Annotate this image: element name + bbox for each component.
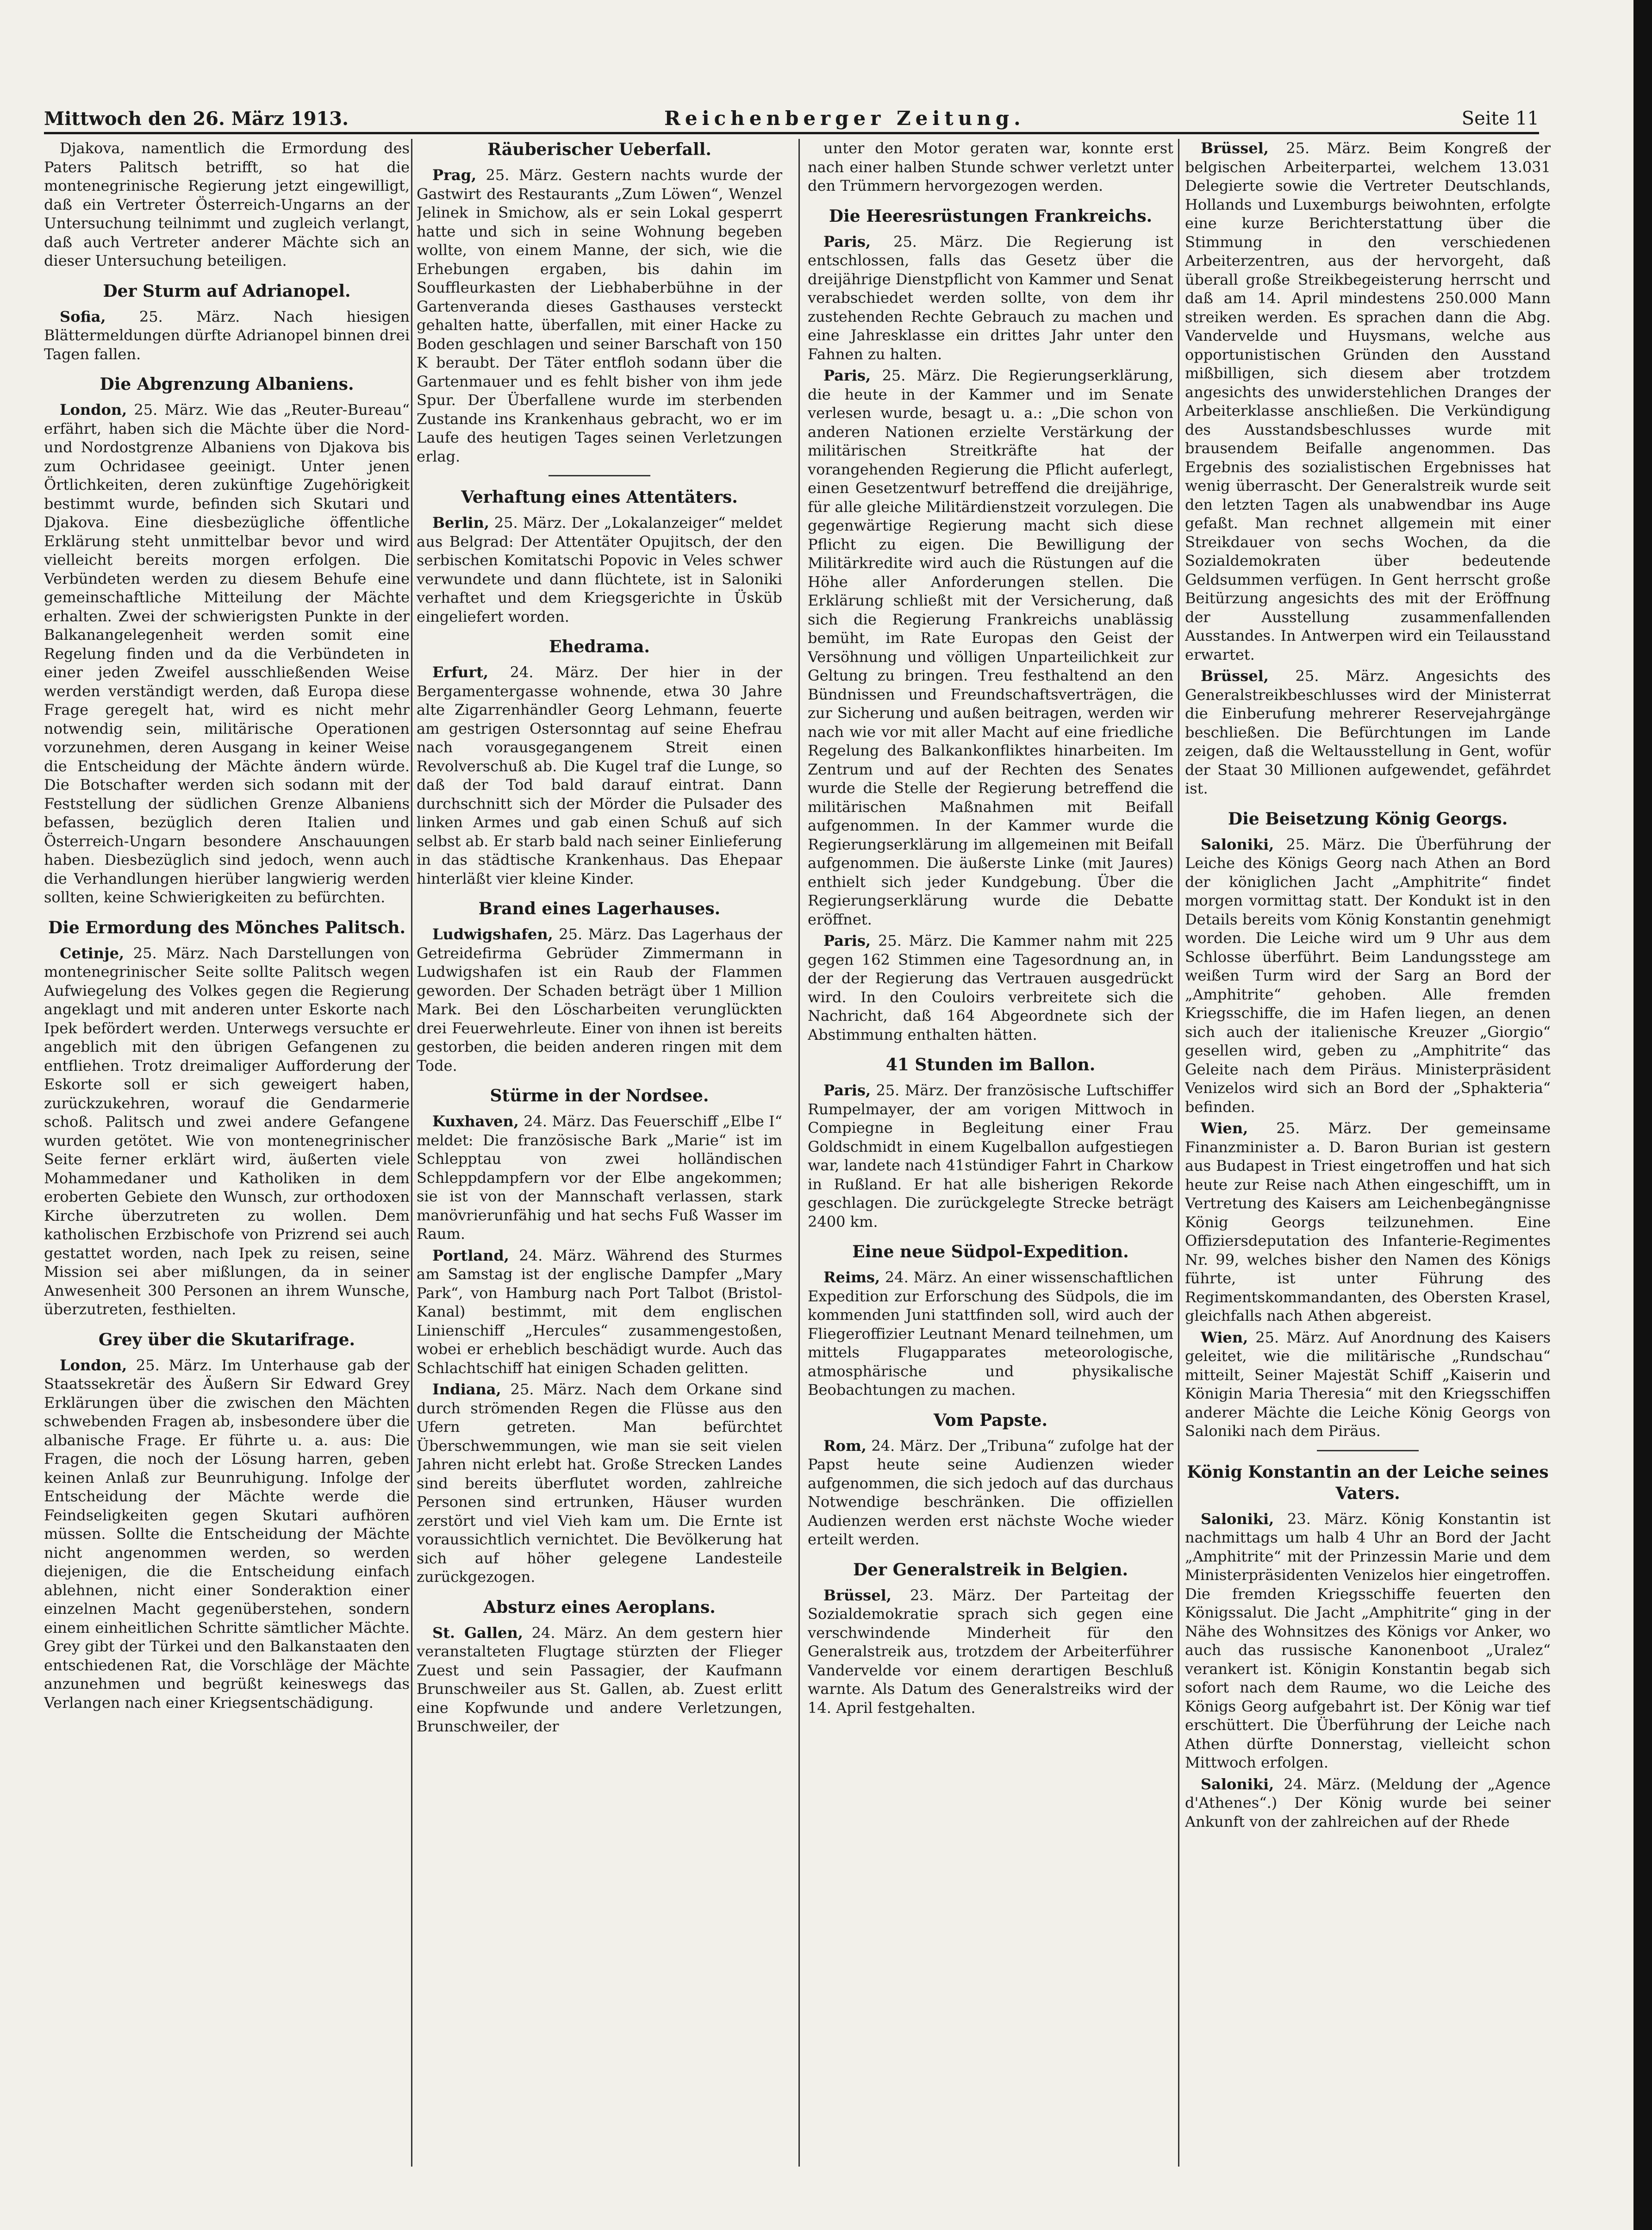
dateline: Berlin, [432, 514, 489, 531]
article [44, 307, 410, 364]
headline: Vom Papste. [933, 1410, 1048, 1430]
article [1185, 1775, 1551, 1831]
article-text: 24. März. Der hier in der Bergamentergasse wohnende, etwa 30 Jahre alte Zigarrenhändler Georg Lehmann, feuerte am gestrigen Ostersonntag auf seine Ehefrau nach vorausgegangenem Streit einen Revolverschuß ab. Die Kugel traf die Lunge, so daß der Tod bald darauf eintrat. Dann durchschnitt sich der Mörder die Pulsader des linken Armes und gab einen Schuß auf sich selbst ab. Er starb bald nach seiner Einlieferung in das städtische Krankenhaus. Das Ehepaar hinterläßt vier kleine Kinder. [417, 663, 782, 887]
article [417, 1380, 782, 1587]
headline: Der Sturm auf Adrianopel. [103, 281, 351, 301]
article [417, 166, 782, 466]
article [44, 400, 410, 907]
article-text: 25. März. Nach hiesigen Blättermeldungen dürfte Adrianopel binnen drei Tagen fallen. [44, 307, 410, 363]
article [417, 1246, 782, 1378]
dateline: Prag, [432, 166, 477, 184]
article-text: 25. März. Der französische Luftschiffer Rumpelmayer, der am vorigen Mittwoch in Compiegne in Begleitung einer Frau Goldschmidt in einem Kugelballon aufgestiegen war, landete nach 41stündiger Fahrt in Charkow in Rußland. Er hat alle bisherigen Rekorde geschlagen. Die zurückgelegte Strecke beträgt 2400 km. [808, 1081, 1173, 1231]
newspaper-title: Reichenberger Zeitung. [664, 107, 1025, 130]
headline: Der Generalstreik in Belgien. [853, 1560, 1128, 1580]
dateline: Reims, [823, 1268, 880, 1286]
headline: Brand eines Lagerhauses. [478, 899, 721, 918]
article [44, 944, 410, 1319]
article-text: 23. März. König Konstantin ist nachmittags um halb 4 Uhr an Bord der Jacht „Amphitrite“ mit der Prinzessin Marie und dem Ministerpräsidenten Venizelos hier eingetroffen. Die fremden Kriegsschiffe feuerten den Königssalut. Die Jacht „Amphitrite“ ging in der Nähe des Wohnsitzes des Königs vor Anker, wo auch das russische Kanonenboot „Uralez“ verankert ist. Königin Konstantin begab sich sofort nach dem Raume, wo die Leiche des Königs Georg aufgebahrt ist. Der König war tief erschüttert. Die Überführung der Leiche nach Athen dürfte Donnerstag, vielleicht schon Mittwoch erfolgen. [1185, 1510, 1551, 1771]
article [44, 1356, 410, 1712]
article-text: 24. März. Der „Tribuna“ zufolge hat der Papst heute seine Audienzen wieder aufgenommen, die sich jedoch auf das durchaus Notwendige beschränken. Die offiziellen Audienzen werden erst nächste Woche wieder erteilt werden. [808, 1437, 1173, 1548]
headline: 41 Stunden im Ballon. [885, 1055, 1096, 1074]
article-text: 25. März. Der „Lokalanzeiger“ meldet aus Belgrad: Der Attentäter Opujitsch, der den serbischen Komitatschi Popovic in Veles schwer verwundete und dann flüchtete, ist in Saloniki verhaftet und dem Kriegsgerichte in Üsküb eingeliefert worden. [417, 514, 782, 625]
dateline: Wien, [1201, 1328, 1248, 1346]
article [808, 1586, 1173, 1718]
section-rule [549, 475, 650, 476]
article-text: 25. März. Nach dem Orkane sind durch strömenden Regen die Flüsse aus den Ufern getreten. Man befürchtet Überschwemmungen, wie man sie seit vielen Jahren nicht erlebt hat. Große Strecken Landes sind bereits überflutet worden, zahlreiche Personen sind ertrunken, Häuser wurden zerstört und viel Vieh kam um. Die Ernte ist voraussichtlich vernichtet. Die Bevölkerung hat sich auf höher gelegene Landesteile zurückgezogen. [417, 1380, 782, 1586]
headline: Eine neue Südpol-Expedition. [852, 1242, 1129, 1262]
dateline: London, [60, 1356, 127, 1374]
headline: Die Ermordung des Mönches Palitsch. [48, 918, 406, 937]
headline: Räuberischer Ueberfall. [487, 140, 711, 159]
dateline: Brüssel, [823, 1586, 891, 1604]
article-text: 24. März. An einer wissenschaftlichen Expedition zur Erforschung des Südpols, die im kommenden Juni stattfinden soll, wird auch der Fliegeroffizier Leutnant Menard teilnehmen, um mittels Flugapparates meteorologische, atmosphärische und physikalische Beobachtungen zu machen. [808, 1268, 1173, 1399]
article [1185, 1119, 1551, 1325]
dateline: Paris, [823, 232, 871, 250]
article-text: 25. März. Nach Darstellungen von montenegrinischer Seite sollte Palitsch wegen Aufwiegelung des Volkes gegen die Regierung angeklagt und mit anderen unter Eskorte nach Ipek befördert werden. Unterwegs versuchte er angeblich mit den übrigen Gefangenen zu entfliehen. Trotz dreimaliger Aufforderung der Eskorte soll er sich geweigert haben, zurückzukehren, worauf die Gendarmerie schoß. Palitsch und zwei andere Gefangene wurden getötet. Wie von montenegrinischer Seite ferner erklärt wird, äußerten viele Mohammedaner und Katholiken in dem eroberten Gebiete den Wunsch, zur orthodoxen Kirche überzutreten zu wollen. Dem katholischen Erzbischofe von Prizrend sei auch gestattet worden, nach Ipek zu reisen, seine Mission sei aber mißlungen, da in seiner Anwesenheit 300 Personen an ihrem Wunsche, überzutreten, festhielten. [44, 944, 410, 1318]
column-divider [1178, 139, 1179, 2167]
article [808, 366, 1173, 929]
column-divider [411, 139, 412, 2167]
article [417, 1624, 782, 1736]
header-rule [44, 132, 1539, 134]
article [1185, 835, 1551, 1117]
column-3 [808, 139, 1173, 2167]
article-text: 25. März. Beim Kongreß der belgischen Arbeiterpartei, welchem 13.031 Delegierte sowie die Vertreter Deutschlands, Hollands und Luxemburgs beiwohnten, erfolgte eine kurze Berichterstattung über die Stimmung in den verschiedenen Arbeiterzentren, aus der hervorgeht, daß überall große Streikbegeisterung herrscht und daß am 14. April mindestens 250.000 Mann streiken werden. Es sprachen dann die Abg. Vandervelde und Huysmans, welche aus opportunistischen Gründen den Ausstand mißbilligen, sich diesem aber trotzdem angesichts des unwiderstehlichen Dranges der Arbeiterklasse anschließen. Die Verkündigung des Ausstandsbeschlusses wurde mit brausendem Beifalle angenommen. Das Ergebnis des sozialistischen Ergebnisses hat wenig überrascht. Der Generalstreik wurde seit den letzten Tagen als unabwendbar ins Auge gefaßt. Man rechnet allgemein mit einer Streikdauer von sechs Wochen, da die Sozialdemokraten über bedeutende Geldsummen verfügen. In Gent herrscht große Beitürzung angesichts des mit der Eröffnung der Ausstellung zusammenfallenden Ausstandes. In Antwerpen wird ein Teilausstand erwartet. [1185, 139, 1551, 663]
article-text: 25. März. Angesichts des Generalstreikbeschlusses wird der Ministerrat die Einberufung mehrerer Reservejahrgänge beschließen. Die Befürchtungen im Lande zeigen, daß die Weltausstellung in Gent, wofür der Staat 30 Millionen aufgewendet, gefährdet ist. [1185, 667, 1551, 797]
dateline: Cetinje, [60, 944, 125, 962]
dateline: Wien, [1201, 1119, 1248, 1137]
dateline: Rom, [823, 1437, 867, 1455]
article [1185, 139, 1551, 664]
column-divider [798, 139, 800, 2167]
article-text: 25. März. Der gemeinsame Finanzminister a. D. Baron Burian ist gestern aus Budapest in Triest eingetroffen und hat sich heute zur Reise nach Athen eingeschifft, um in Vertretung des Kaisers am Leichenbegängnisse König Georgs teilzunehmen. Eine Offiziersdeputation des Infanterie-Regimentes Nr. 99, welches bisher den Namen des Königs führte, ist unter Führung des Regimentskommandanten, des Obersten Krasel, gleichfalls nach Athen abgereist. [1185, 1119, 1551, 1324]
dateline: Erfurt, [432, 663, 489, 681]
article [808, 1081, 1173, 1231]
dateline: London, [60, 401, 127, 419]
headline: Die Heeresrüstungen Frankreichs. [829, 206, 1153, 226]
article [808, 1437, 1173, 1549]
article [1185, 1328, 1551, 1441]
dateline: Saloniki, [1201, 835, 1274, 853]
article-text: 25. März. Im Unterhause gab der Staatssekretär des Äußern Sir Edward Grey Erklärungen über die zwischen den Mächten schwebenden Fragen ab, insbesondere über die albanische Frage. Er führte u. a. aus: Die Fragen, die noch der Lösung harren, geben keinen Anlaß zur Beunruhigung. Infolge der Entscheidung der Mächte werde die Feindseligkeiten gegen Skutari aufhören müssen. Sollte die Entscheidung der Mächte nicht angenommen werden, so werden diejenigen, die die Entscheidung einfach ablehnen, nicht einer Sonderaktion einer einzelnen Macht gegenüberstehen, sondern einem einheitlichen Schritte sämtlicher Mächte. Grey gibt der Türkei und den Balkanstaaten den entschiedenen Rat, die Vorschläge der Mächte anzunehmen und begrüßt keineswegs das Verlangen nach einer Kriegsentschädigung. [44, 1356, 410, 1712]
dateline: Saloniki, [1201, 1775, 1274, 1793]
article [1185, 1510, 1551, 1772]
article-text: 24. März. (Meldung der „Agence d'Athenes“.) Der König wurde bei seiner Ankunft von der zahlreichen auf der Rhede [1185, 1775, 1551, 1830]
dateline: Paris, [823, 932, 871, 949]
article-text: 25. März. Die Regierungserklärung, die heute in der Kammer und im Senate verlesen wurde, besagt u. a.: „Die schon von anderen Nationen erzielte Verstärkung der militärischen Streitkräfte hat der vorangehenden Regierung die Pflicht auferlegt, einen Gesetzentwurf betreffend die dreijährige, für alle gleiche Militärdienstzeit vorzulegen. Die gegenwärtige Regierung macht sich diese Pflicht zu eigen. Die Bewilligung der Militärkredite wird auch die Rüstungen auf die Höhe aller Anforderungen stellen. Die Erklärung schließt mit der Versicherung, daß sich die Regierung Frankreichs unablässig bemüht, im Rate Europas den Geist der Versöhnung und völligen Unparteilichkeit zur Geltung zu bringen. Treu festhaltend an den Bündnissen und Freundschaftsverträgen, die zur Sicherung und außen beitragen, werden wir nach wie vor mit aller Macht auf eine friedliche Regelung des Balkankonfliktes hinarbeiten. Im Zentrum und auf der Rechten des Senates wurde die Stelle der Regierung betreffend die militärischen Maßnahmen mit Beifall aufgenommen. In der Kammer wurde die Regierungserklärung im allgemeinen mit Beifall aufgenommen. Die äußerste Linke (mit Jaures) enthielt sich jeder Kundgebung. Über die Regierungserklärung wurde die Debatte eröffnet. [808, 367, 1173, 928]
dateline: Ludwigshafen, [432, 925, 553, 943]
column-2 [417, 139, 782, 2167]
article-text: 25. März. Gestern nachts wurde der Gastwirt des Restaurants „Zum Löwen“, Wenzel Jelinek in Smichow, als er sein Lokal gesperrt hatte und sich in seine Wohnung begeben wollte, von einem Manne, der sich, wie die Erhebungen ergaben, bis dahin im Souffleurkasten der Liebhaberbühne in der Gartenveranda dieses Gasthauses versteckt gehalten hatte, überfallen, mit einer Hacke zu Boden geschlagen und seiner Barschaft von 150 K beraubt. Der Täter entfloh sodann über die Gartenmauer und es fehlt bisher von ihm jede Spur. Der Überfallene wurde im sterbenden Zustande ins Krankenhaus gebracht, wo er im Laufe des heutigen Tages seinen Verletzungen erlag. [417, 166, 782, 465]
headline: Absturz eines Aeroplans. [483, 1597, 716, 1617]
page-number: Seite 11 [1461, 108, 1539, 129]
dateline: Saloniki, [1201, 1510, 1274, 1528]
article-text: 25. März. Die Regierung ist entschlossen, falls das Gesetz über die dreijährige Dienstpflicht von Kammer und Senat verabschiedet werden sollte, von dem ihr zustehenden Rechte Gebrauch zu machen und eine Jahresklasse ein drittes Jahr unter den Fahnen zu halten. [808, 232, 1173, 363]
headline: Grey über die Skutarifrage. [98, 1330, 355, 1349]
article-text: 25. März. Die Überführung der Leiche des Königs Georg nach Athen an Bord der königlichen Jacht „Amphitrite“ findet morgen vormittag statt. Der Kondukt ist in den Details bereits vom König Konstantin genehmigt worden. Die Leiche wird um 9 Uhr aus dem Schlosse überführt. Beim Landungsstege am weißen Turm wird der Sarg an Bord der „Amphitrite“ gehoben. Alle fremden Kriegsschiffe, die im Hafen liegen, an denen sich auch der italienische Kreuzer „Giorgio“ gesellen wird, geben zu „Amphitrite“ das Geleite nach dem Piräus. Ministerpräsident Venizelos wird sich an Bord der „Sphakteria“ befinden. [1185, 835, 1551, 1116]
dateline: Brüssel, [1201, 139, 1269, 157]
article-continuation: Djakova, namentlich die Ermordung des Paters Palitsch betrifft, so hat die montenegrinische Regierung jetzt eingewilligt, daß ein Vertreter Österreich-Ungarns an der Untersuchung teilnimmt und zugleich verlangt, daß auch Vertreter anderer Mächte sich an dieser Untersuchung beteiligen. [44, 139, 410, 269]
article-continuation: unter den Motor geraten war, konnte erst nach einer halben Stunde schwer verletzt unter den Trümmern hervorgezogen werden. [808, 139, 1173, 194]
article [808, 232, 1173, 364]
column-4 [1185, 139, 1551, 2167]
article-text: 24. März. Das Feuerschiff „Elbe I“ meldet: Die französische Bark „Marie“ ist im Schlepptau von zwei holländischen Schleppdampfern vor der Elbe angekommen; sie ist von der Mannschaft verlassen, stark manövrierunfähig und hat sechs Fuß Wasser im Raum. [417, 1112, 782, 1243]
article-text: 23. März. Der Parteitag der Sozialdemokratie sprach sich gegen eine verschwindende Minderheit für den Generalstreik aus, trotzdem der Arbeiterführer Vandervelde vor einem derartigen Beschluß warnte. Als Datum des Generalstreiks wird der 14. April festgehalten. [808, 1586, 1173, 1717]
issue-date: Mittwoch den 26. März 1913. [44, 108, 349, 130]
article [417, 513, 782, 626]
article [417, 663, 782, 888]
article-text: 25. März. Wie das „Reuter-Bureau“ erfährt, haben sich die Mächte über die Nord- und Nordostgrenze Albaniens von Djakova bis zum Ochridasee geeinigt. Unter jenen Örtlichkeiten, deren zukünftige Zugehörigkeit bestimmt wurde, befinden sich Skutari und Djakova. Eine diesbezügliche öffentliche Erklärung steht unmittelbar bevor und wird vielleicht bereits morgen erfolgen. Die Verbündeten werden zu diesem Behufe eine gemeinschaftliche Mitteilung der Mächte erhalten. Zwei der schwierigsten Punkte in der Balkanangelegenheit werden somit eine Regelung finden und da die Verbündeten in einer jeden Zweifel ausschließenden Weise werden verständigt werden, daß Europa diese Frage geregelt hat, wird es nicht mehr notwendig sein, militärische Operationen vorzunehmen, deren Ausgang in keiner Weise die Entscheidung der Mächte ändern würde. Die Botschafter werden sich sodann mit der Feststellung der südlichen Grenze Albaniens befassen, bezüglich deren Italien und Österreich-Ungarn besondere Anschauungen haben. Diesbezüglich sind jedoch, wenn auch die Verhandlungen hierüber langwierig werden sollten, keine Schwierigkeiten zu befürchten. [44, 401, 410, 906]
article [417, 1112, 782, 1243]
dateline: Indiana, [432, 1380, 501, 1398]
dateline: St. Gallen, [432, 1624, 523, 1642]
headline: Verhaftung eines Attentäters. [461, 487, 738, 507]
headline: Die Beisetzung König Georgs. [1228, 809, 1508, 829]
article [808, 931, 1173, 1044]
dateline: Sofia, [60, 307, 106, 325]
article-text: 25. März. Das Lagerhaus der Getreidefirma Gebrüder Zimmermann in Ludwigshafen ist ein Raub der Flammen geworden. Der Schaden beträgt über 1 Million Mark. Bei den Löscharbeiten verunglückten drei Feuerwehrleute. Einer von ihnen ist bereits gestorben, die beiden anderen ringen mit dem Tode. [417, 925, 782, 1074]
headline: Die Abgrenzung Albaniens. [100, 375, 354, 394]
dateline: Brüssel, [1201, 667, 1269, 685]
dateline: Portland, [432, 1246, 509, 1264]
headline: Stürme in der Nordsee. [490, 1086, 709, 1106]
article-text: 24. März. An dem gestern hier veranstalteten Flugtage stürzten der Flieger Zuest und sein Passagier, der Kaufmann Brunschweiler aus St. Gallen, ab. Zuest erlitt eine Kopfwunde und andere Verletzungen, Brunschweiler, der [417, 1624, 782, 1735]
article-text: 24. März. Während des Sturmes am Samstag ist der englische Dampfer „Mary Park“, von Hamburg nach Port Talbot (Bristol-Kanal) bestimmt, mit dem englischen Linienschiff „Hercules“ zusammengestoßen, wobei er erheblich beschädigt wurde. Auch das Schlachtschiff hat einigen Schaden gelitten. [417, 1246, 782, 1377]
headline: Ehedrama. [549, 637, 650, 656]
dateline: Kuxhaven, [432, 1112, 519, 1130]
dateline: Paris, [823, 367, 871, 384]
article-text: 25. März. Auf Anordnung des Kaisers geleitet, wie die militärische „Rundschau“ mitteilt, Seiner Majestät Schiff „Kaiserin und Königin Maria Theresia“ mit den Kriegsschiffen anderer Mächte die Leiche König Georgs von Saloniki nach dem Piräus. [1185, 1328, 1551, 1440]
column-1 [44, 139, 410, 2167]
article [417, 925, 782, 1075]
article [1185, 667, 1551, 798]
dateline: Paris, [823, 1081, 871, 1099]
article [808, 1268, 1173, 1399]
headline: König Konstantin an der Leiche seines Vaters. [1187, 1462, 1549, 1503]
article-text: 25. März. Die Kammer nahm mit 225 gegen 162 Stimmen eine Tagesordnung an, in der der Regierung das Vertrauen ausgedrückt wird. In den Couloirs verbreitete sich die Nachricht, daß 164 Abgeordnete sich der Abstimmung enthalten hätten. [808, 932, 1173, 1043]
section-rule [1317, 1450, 1419, 1451]
scan-border [1633, 0, 1652, 2230]
